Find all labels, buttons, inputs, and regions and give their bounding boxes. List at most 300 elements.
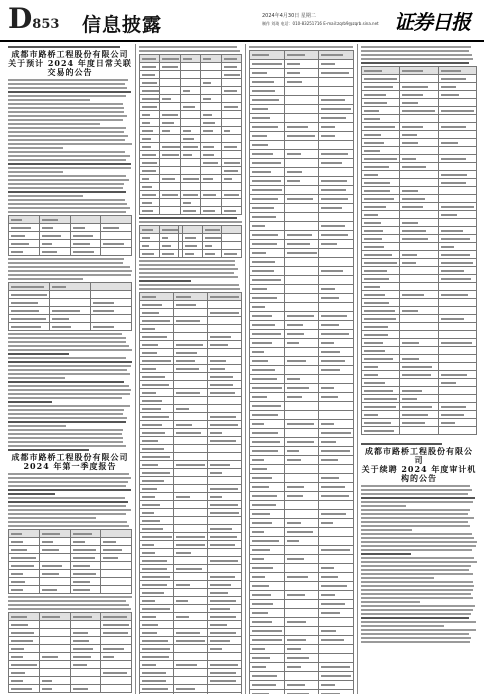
body-text bbox=[8, 333, 132, 451]
table-cell bbox=[160, 143, 180, 151]
table-cell bbox=[362, 243, 400, 251]
text-line bbox=[361, 565, 471, 567]
table-row bbox=[362, 67, 477, 75]
text-line bbox=[8, 425, 66, 427]
text-line bbox=[8, 445, 126, 447]
table-cell bbox=[362, 363, 400, 371]
table-cell bbox=[438, 307, 476, 315]
table-cell bbox=[140, 55, 160, 63]
table-cell bbox=[400, 187, 438, 195]
text-line bbox=[8, 509, 131, 511]
table-row bbox=[9, 291, 132, 299]
table-cell bbox=[160, 135, 180, 143]
table-cell bbox=[284, 186, 319, 195]
table-cell bbox=[284, 267, 319, 276]
text-line bbox=[8, 421, 126, 423]
table-cell bbox=[250, 447, 285, 456]
table-cell bbox=[160, 119, 180, 127]
table-cell bbox=[174, 573, 208, 581]
table-row bbox=[250, 591, 354, 600]
text-line bbox=[361, 605, 475, 607]
table-cell bbox=[284, 501, 319, 510]
data-table bbox=[8, 612, 132, 693]
text-line bbox=[8, 274, 131, 276]
table-cell bbox=[438, 379, 476, 387]
text-line bbox=[361, 509, 470, 511]
table-cell bbox=[250, 357, 285, 366]
table-cell bbox=[400, 155, 438, 163]
table-cell bbox=[250, 348, 285, 357]
text-line bbox=[8, 183, 124, 185]
table-cell bbox=[70, 562, 101, 570]
text-line bbox=[361, 557, 474, 559]
table-cell bbox=[319, 663, 354, 672]
table-row bbox=[250, 654, 354, 663]
table-cell bbox=[250, 636, 285, 645]
text-line bbox=[361, 521, 468, 523]
table-cell bbox=[284, 177, 319, 186]
table-row bbox=[250, 609, 354, 618]
table-cell bbox=[101, 554, 132, 562]
table-cell bbox=[39, 685, 70, 693]
table-cell bbox=[180, 159, 200, 167]
table-cell bbox=[140, 685, 174, 693]
column-4 bbox=[361, 44, 477, 694]
text-line bbox=[139, 217, 237, 219]
table-cell bbox=[222, 242, 242, 250]
table-cell bbox=[174, 437, 208, 445]
table-cell bbox=[222, 234, 242, 242]
table-cell bbox=[319, 204, 354, 213]
text-line bbox=[361, 493, 468, 495]
table-cell bbox=[9, 530, 40, 538]
table-cell bbox=[208, 301, 242, 309]
table-row bbox=[362, 419, 477, 427]
table-cell bbox=[91, 323, 132, 331]
table-row bbox=[140, 541, 242, 549]
table-cell bbox=[9, 224, 40, 232]
table-cell bbox=[319, 168, 354, 177]
table-row bbox=[362, 163, 477, 171]
table-cell bbox=[201, 55, 221, 63]
table-row bbox=[140, 605, 242, 613]
table-cell bbox=[208, 637, 242, 645]
table-cell bbox=[250, 402, 285, 411]
table-row bbox=[362, 371, 477, 379]
text-line bbox=[8, 401, 52, 403]
table-cell bbox=[70, 232, 101, 240]
table-cell bbox=[362, 83, 400, 91]
text-line bbox=[361, 561, 477, 563]
table-row bbox=[362, 395, 477, 403]
table-row bbox=[250, 438, 354, 447]
table-cell bbox=[201, 175, 221, 183]
table-cell bbox=[400, 299, 438, 307]
text-line bbox=[361, 513, 468, 515]
table-cell bbox=[319, 528, 354, 537]
table-cell bbox=[250, 420, 285, 429]
table-cell bbox=[250, 69, 285, 78]
date-line: 2024年4月30日 星期二 bbox=[262, 13, 316, 19]
table-cell bbox=[101, 570, 132, 578]
table-cell bbox=[208, 573, 242, 581]
table-cell bbox=[250, 159, 285, 168]
table-row bbox=[362, 131, 477, 139]
table-cell bbox=[174, 693, 208, 695]
table-cell bbox=[208, 341, 242, 349]
table-cell bbox=[250, 294, 285, 303]
table-cell bbox=[319, 474, 354, 483]
table-row bbox=[140, 199, 242, 207]
table-cell bbox=[39, 240, 70, 248]
table-row bbox=[362, 227, 477, 235]
text-line bbox=[361, 613, 471, 615]
table-cell bbox=[319, 636, 354, 645]
text-line bbox=[8, 409, 124, 411]
data-table bbox=[249, 50, 354, 694]
table-cell bbox=[362, 219, 400, 227]
table-cell bbox=[438, 99, 476, 107]
table-cell bbox=[362, 99, 400, 107]
table-cell bbox=[284, 618, 319, 627]
table-row bbox=[140, 533, 242, 541]
table-cell bbox=[9, 232, 40, 240]
text-line bbox=[8, 337, 126, 339]
table-row bbox=[250, 636, 354, 645]
table-row bbox=[250, 555, 354, 564]
table-cell bbox=[208, 309, 242, 317]
table-row bbox=[140, 349, 242, 357]
table-cell bbox=[250, 51, 285, 60]
body-text bbox=[8, 79, 132, 213]
table-cell bbox=[140, 381, 174, 389]
body-text bbox=[8, 596, 132, 610]
text-line bbox=[8, 393, 130, 395]
table-cell bbox=[180, 87, 200, 95]
table-cell bbox=[319, 78, 354, 87]
table-cell bbox=[400, 171, 438, 179]
text-line bbox=[8, 433, 122, 435]
article-title: 关于续聘 2024 年度审计机构的公告 bbox=[361, 464, 477, 483]
table-cell bbox=[208, 525, 242, 533]
table-row bbox=[140, 175, 242, 183]
text-line bbox=[361, 545, 476, 547]
table-cell bbox=[319, 492, 354, 501]
table-cell bbox=[101, 629, 132, 637]
newspaper-logo: 证券日报 bbox=[394, 10, 470, 34]
table-row bbox=[9, 645, 132, 653]
table-cell bbox=[39, 554, 70, 562]
table-cell bbox=[140, 183, 160, 191]
table-cell bbox=[319, 654, 354, 663]
table-cell bbox=[319, 420, 354, 429]
table-row bbox=[362, 307, 477, 315]
text-line bbox=[139, 264, 235, 266]
table-row bbox=[362, 139, 477, 147]
table-cell bbox=[174, 669, 208, 677]
table-cell bbox=[400, 323, 438, 331]
table-cell bbox=[284, 645, 319, 654]
table-cell bbox=[180, 63, 200, 71]
table-cell bbox=[362, 203, 400, 211]
table-cell bbox=[400, 235, 438, 243]
table-cell bbox=[250, 429, 285, 438]
table-cell bbox=[140, 325, 174, 333]
table-cell bbox=[9, 570, 40, 578]
table-cell bbox=[160, 63, 180, 71]
text-line bbox=[361, 62, 469, 64]
text-line bbox=[8, 373, 130, 375]
table-cell bbox=[319, 582, 354, 591]
table-cell bbox=[180, 71, 200, 79]
table-cell bbox=[9, 291, 50, 299]
table-row bbox=[250, 159, 354, 168]
table-cell bbox=[319, 294, 354, 303]
table-cell bbox=[180, 151, 200, 159]
table-cell bbox=[284, 663, 319, 672]
table-cell bbox=[39, 586, 70, 594]
text-line bbox=[249, 46, 353, 48]
table-cell bbox=[101, 232, 132, 240]
text-line bbox=[361, 489, 472, 491]
table-cell bbox=[362, 147, 400, 155]
table-cell bbox=[180, 95, 200, 103]
text-line bbox=[8, 203, 127, 205]
table-row bbox=[362, 259, 477, 267]
table-cell bbox=[400, 131, 438, 139]
table-cell bbox=[140, 373, 174, 381]
table-cell bbox=[250, 375, 285, 384]
table-cell bbox=[400, 251, 438, 259]
table-cell bbox=[250, 60, 285, 69]
table-cell bbox=[284, 150, 319, 159]
text-line bbox=[8, 381, 124, 383]
table-cell bbox=[160, 159, 180, 167]
table-cell bbox=[222, 226, 242, 234]
table-cell bbox=[101, 240, 132, 248]
text-line bbox=[8, 497, 125, 499]
table-cell bbox=[250, 465, 285, 474]
table-cell bbox=[438, 235, 476, 243]
table-cell bbox=[284, 555, 319, 564]
table-cell bbox=[319, 510, 354, 519]
table-row bbox=[250, 60, 354, 69]
table-cell bbox=[201, 191, 221, 199]
table-cell bbox=[284, 672, 319, 681]
table-cell bbox=[180, 111, 200, 119]
table-cell bbox=[9, 307, 50, 315]
text-line bbox=[139, 221, 242, 223]
table-row bbox=[140, 509, 242, 517]
table-row bbox=[140, 661, 242, 669]
table-cell bbox=[400, 307, 438, 315]
table-row bbox=[9, 669, 132, 677]
text-line bbox=[361, 629, 476, 631]
table-cell bbox=[438, 227, 476, 235]
table-cell bbox=[183, 226, 203, 234]
table-cell bbox=[438, 171, 476, 179]
table-cell bbox=[70, 613, 101, 621]
table-cell bbox=[319, 384, 354, 393]
text-line bbox=[139, 284, 239, 286]
table-cell bbox=[284, 105, 319, 114]
table-row bbox=[250, 195, 354, 204]
table-cell bbox=[208, 605, 242, 613]
table-cell bbox=[140, 242, 160, 250]
table-cell bbox=[140, 485, 174, 493]
table-row bbox=[250, 213, 354, 222]
text-line bbox=[8, 349, 132, 351]
table-cell bbox=[250, 123, 285, 132]
table-cell bbox=[39, 637, 70, 645]
table-cell bbox=[284, 258, 319, 267]
table-cell bbox=[180, 199, 200, 207]
table-row bbox=[362, 379, 477, 387]
table-cell bbox=[208, 293, 242, 301]
body-text bbox=[8, 258, 132, 280]
table-cell bbox=[160, 87, 180, 95]
table-cell bbox=[284, 357, 319, 366]
text-line bbox=[8, 501, 128, 503]
table-row bbox=[362, 187, 477, 195]
table-cell bbox=[250, 654, 285, 663]
table-cell bbox=[201, 79, 221, 87]
table-row bbox=[362, 195, 477, 203]
table-cell bbox=[438, 291, 476, 299]
table-row bbox=[250, 321, 354, 330]
article-company: 成都市路桥工程股份有限公司 bbox=[365, 446, 473, 465]
table-row bbox=[362, 339, 477, 347]
table-cell bbox=[208, 365, 242, 373]
table-cell bbox=[70, 653, 101, 661]
table-cell bbox=[319, 357, 354, 366]
table-cell bbox=[221, 95, 241, 103]
table-row bbox=[140, 677, 242, 685]
table-row bbox=[250, 150, 354, 159]
table-cell bbox=[140, 581, 174, 589]
table-cell bbox=[250, 132, 285, 141]
table-row bbox=[140, 565, 242, 573]
table-cell bbox=[140, 143, 160, 151]
table-row bbox=[140, 365, 242, 373]
table-row bbox=[140, 613, 242, 621]
table-cell bbox=[362, 67, 400, 75]
table-cell bbox=[140, 557, 174, 565]
table-cell bbox=[221, 103, 241, 111]
table-row bbox=[250, 222, 354, 231]
table-cell bbox=[438, 75, 476, 83]
table-cell bbox=[400, 147, 438, 155]
table-cell bbox=[160, 175, 180, 183]
table-cell bbox=[319, 177, 354, 186]
table-cell bbox=[174, 581, 208, 589]
table-cell bbox=[140, 565, 174, 573]
table-cell bbox=[70, 538, 101, 546]
table-row bbox=[140, 397, 242, 405]
table-cell bbox=[319, 114, 354, 123]
table-cell bbox=[70, 240, 101, 248]
table-row bbox=[9, 248, 132, 256]
text-line bbox=[361, 485, 470, 487]
table-cell bbox=[160, 103, 180, 111]
table-row bbox=[250, 357, 354, 366]
table-cell bbox=[438, 123, 476, 131]
table-row bbox=[140, 167, 242, 175]
table-cell bbox=[319, 501, 354, 510]
table-cell bbox=[180, 175, 200, 183]
table-cell bbox=[140, 63, 160, 71]
table-cell bbox=[101, 538, 132, 546]
table-row bbox=[250, 168, 354, 177]
table-cell bbox=[284, 591, 319, 600]
table-cell bbox=[101, 677, 132, 685]
table-row bbox=[140, 493, 242, 501]
section-title: 信息披露 bbox=[82, 14, 163, 36]
table-cell bbox=[362, 267, 400, 275]
table-cell bbox=[140, 95, 160, 103]
text-line bbox=[361, 505, 406, 507]
table-cell bbox=[140, 501, 174, 509]
table-cell bbox=[250, 393, 285, 402]
table-cell bbox=[140, 605, 174, 613]
table-row bbox=[250, 600, 354, 609]
table-row bbox=[9, 578, 132, 586]
table-cell bbox=[140, 87, 160, 95]
table-cell bbox=[400, 267, 438, 275]
table-cell bbox=[438, 411, 476, 419]
table-cell bbox=[284, 465, 319, 474]
table-row bbox=[362, 171, 477, 179]
table-cell bbox=[362, 211, 400, 219]
table-cell bbox=[250, 483, 285, 492]
table-row bbox=[140, 341, 242, 349]
table-cell bbox=[284, 240, 319, 249]
table-cell bbox=[284, 519, 319, 528]
table-cell bbox=[140, 389, 174, 397]
table-cell bbox=[250, 690, 285, 695]
table-cell bbox=[9, 248, 40, 256]
table-cell bbox=[250, 663, 285, 672]
text-line bbox=[8, 135, 128, 137]
text-line bbox=[361, 625, 444, 627]
table-row bbox=[140, 373, 242, 381]
table-cell bbox=[70, 248, 101, 256]
table-cell bbox=[250, 276, 285, 285]
text-line bbox=[361, 597, 473, 599]
table-row bbox=[9, 637, 132, 645]
table-row bbox=[250, 231, 354, 240]
table-cell bbox=[174, 637, 208, 645]
text-line bbox=[139, 276, 238, 278]
table-cell bbox=[400, 419, 438, 427]
table-cell bbox=[140, 293, 174, 301]
table-cell bbox=[70, 554, 101, 562]
table-row bbox=[362, 179, 477, 187]
text-line bbox=[8, 139, 125, 141]
column-divider bbox=[357, 44, 358, 694]
table-cell bbox=[140, 405, 174, 413]
article-company: 成都市路桥工程股份有限公司 bbox=[11, 452, 129, 462]
table-row bbox=[140, 469, 242, 477]
table-cell bbox=[250, 672, 285, 681]
table-row bbox=[250, 582, 354, 591]
text-line bbox=[139, 260, 235, 262]
table-cell bbox=[208, 565, 242, 573]
table-row bbox=[140, 309, 242, 317]
table-cell bbox=[208, 389, 242, 397]
table-cell bbox=[39, 530, 70, 538]
table-cell bbox=[174, 413, 208, 421]
